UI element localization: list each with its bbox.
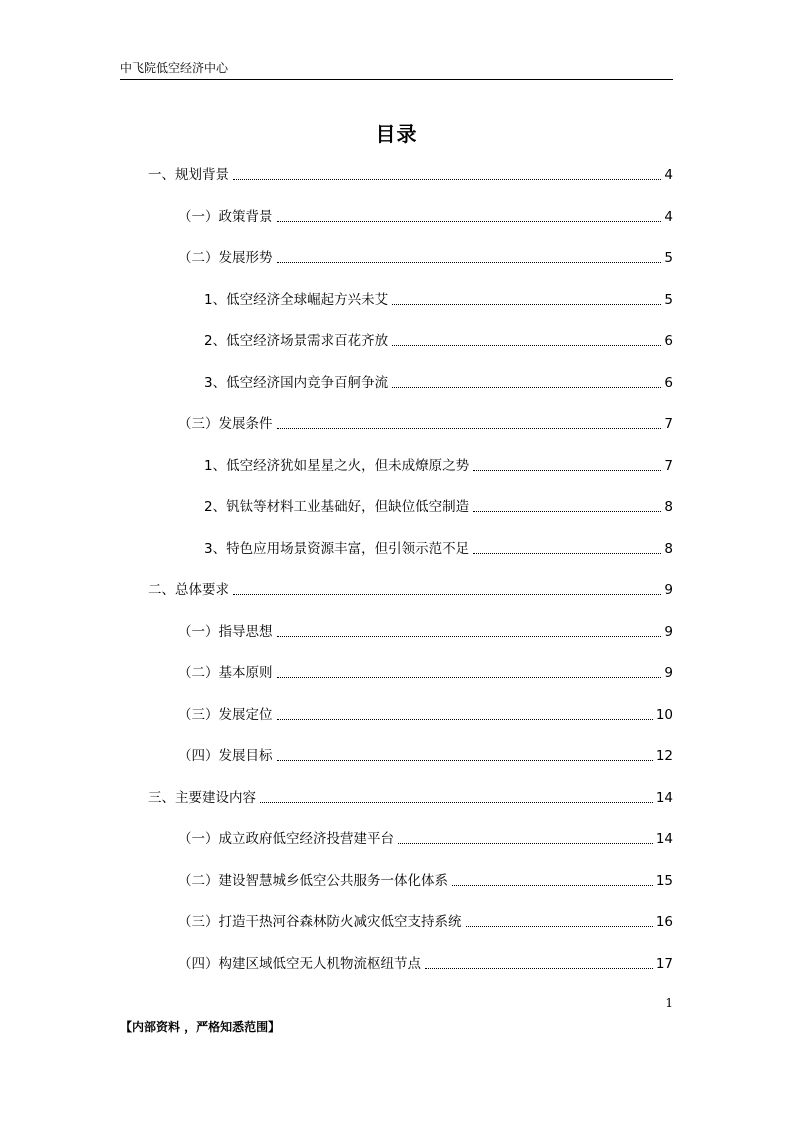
toc-entry-label: （一）指导思想: [178, 624, 273, 640]
confidentiality-footer: 【内部资料 ，严格知悉范围】: [120, 1020, 281, 1034]
toc-entry-label: （三）发展定位: [178, 707, 273, 723]
toc-leader-dots: [392, 304, 661, 305]
toc-entry[interactable]: [204, 539, 673, 559]
toc-entry-label: （三）打造干热河谷森林防火减灾低空支持系统: [178, 914, 462, 930]
toc-entry-page: 8: [664, 541, 673, 557]
toc-entry-page: 9: [664, 624, 673, 640]
toc-entry[interactable]: [178, 663, 673, 683]
toc-entry-label: 1、低空经济全球崛起方兴未艾: [204, 292, 389, 308]
toc-entry-page: 10: [655, 707, 673, 723]
toc-entry[interactable]: [148, 788, 673, 808]
toc-leader-dots: [277, 221, 662, 222]
toc-entry-page: 6: [664, 375, 673, 391]
toc-entry-label: （二）发展形势: [178, 250, 273, 266]
toc-leader-dots: [233, 594, 661, 595]
toc-leader-dots: [277, 719, 653, 720]
toc-entry[interactable]: [178, 705, 673, 725]
toc-entry-page: 14: [655, 790, 673, 806]
toc-entry[interactable]: [178, 207, 673, 227]
toc-entry[interactable]: [204, 331, 673, 351]
toc-entry-page: 15: [655, 873, 673, 889]
toc-entry-page: 12: [655, 748, 673, 764]
toc-leader-dots: [277, 760, 653, 761]
toc-entry-page: 4: [664, 167, 673, 183]
toc-entry-label: （二）建设智慧城乡低空公共服务一体化体系: [178, 873, 448, 889]
toc-leader-dots: [277, 636, 662, 637]
toc-leader-dots: [277, 428, 662, 429]
toc-entry-page: 17: [655, 956, 673, 972]
toc-entry-label: （一）政策背景: [178, 209, 273, 225]
toc-entry[interactable]: [178, 414, 673, 434]
toc-entry-label: （四）构建区域低空无人机物流枢纽节点: [178, 956, 421, 972]
toc-leader-dots: [277, 677, 662, 678]
toc-entry-page: 8: [664, 499, 673, 515]
toc-entry-page: 14: [655, 831, 673, 847]
toc-entry[interactable]: [178, 954, 673, 974]
toc-entry-label: 二、总体要求: [148, 582, 229, 598]
toc-entry[interactable]: [178, 912, 673, 932]
toc-leader-dots: [473, 553, 661, 554]
toc-entry-label: 3、低空经济国内竞争百舸争流: [204, 375, 389, 391]
toc-entry[interactable]: [204, 373, 673, 393]
toc-leader-dots: [392, 387, 661, 388]
toc-entry-label: 2、低空经济场景需求百花齐放: [204, 333, 389, 349]
toc-leader-dots: [233, 179, 661, 180]
toc-entry-page: 4: [664, 209, 673, 225]
toc-leader-dots: [260, 802, 653, 803]
toc-entry-label: （一）成立政府低空经济投营建平台: [178, 831, 394, 847]
header-org: 中飞院低空经济中心: [120, 61, 229, 75]
toc-entry-label: 三、主要建设内容: [148, 790, 256, 806]
toc-entry-label: 1、低空经济犹如星星之火，但未成燎原之势: [204, 458, 470, 474]
toc-entry[interactable]: [178, 829, 673, 849]
toc-entry-label: 2、钒钛等材料工业基础好，但缺位低空制造: [204, 499, 470, 515]
toc-leader-dots: [277, 262, 662, 263]
page-header: [120, 58, 673, 80]
toc-leader-dots: [398, 843, 653, 844]
toc-entry-page: 7: [664, 416, 673, 432]
toc-entry[interactable]: [204, 497, 673, 517]
toc-entry-page: 7: [664, 458, 673, 474]
toc-entry-label: （四）发展目标: [178, 748, 273, 764]
toc-entry-label: （三）发展条件: [178, 416, 273, 432]
page-number: 1: [665, 996, 673, 1010]
toc-entry-label: （二）基本原则: [178, 665, 273, 681]
toc-entry-page: 16: [655, 914, 673, 930]
toc-entry[interactable]: [178, 248, 673, 268]
toc-entry[interactable]: [178, 871, 673, 891]
toc-entry[interactable]: [204, 456, 673, 476]
toc-entry-page: 6: [664, 333, 673, 349]
toc-title: 目录: [375, 122, 418, 146]
toc-entry-label: 一、规划背景: [148, 167, 229, 183]
toc-entry-label: 3、特色应用场景资源丰富，但引领示范不足: [204, 541, 470, 557]
toc-entry[interactable]: [148, 580, 673, 600]
toc-leader-dots: [473, 470, 661, 471]
toc-entry[interactable]: [148, 165, 673, 185]
toc-entry-page: 9: [664, 582, 673, 598]
toc-leader-dots: [466, 926, 653, 927]
toc-leader-dots: [425, 968, 653, 969]
toc-entry-page: 5: [664, 292, 673, 308]
toc-leader-dots: [392, 345, 661, 346]
toc-entry-page: 9: [664, 665, 673, 681]
toc-entry[interactable]: [178, 746, 673, 766]
toc-entry[interactable]: [178, 622, 673, 642]
toc-leader-dots: [452, 885, 653, 886]
toc-entry-page: 5: [664, 250, 673, 266]
toc-leader-dots: [473, 511, 661, 512]
toc-entry[interactable]: [204, 290, 673, 310]
